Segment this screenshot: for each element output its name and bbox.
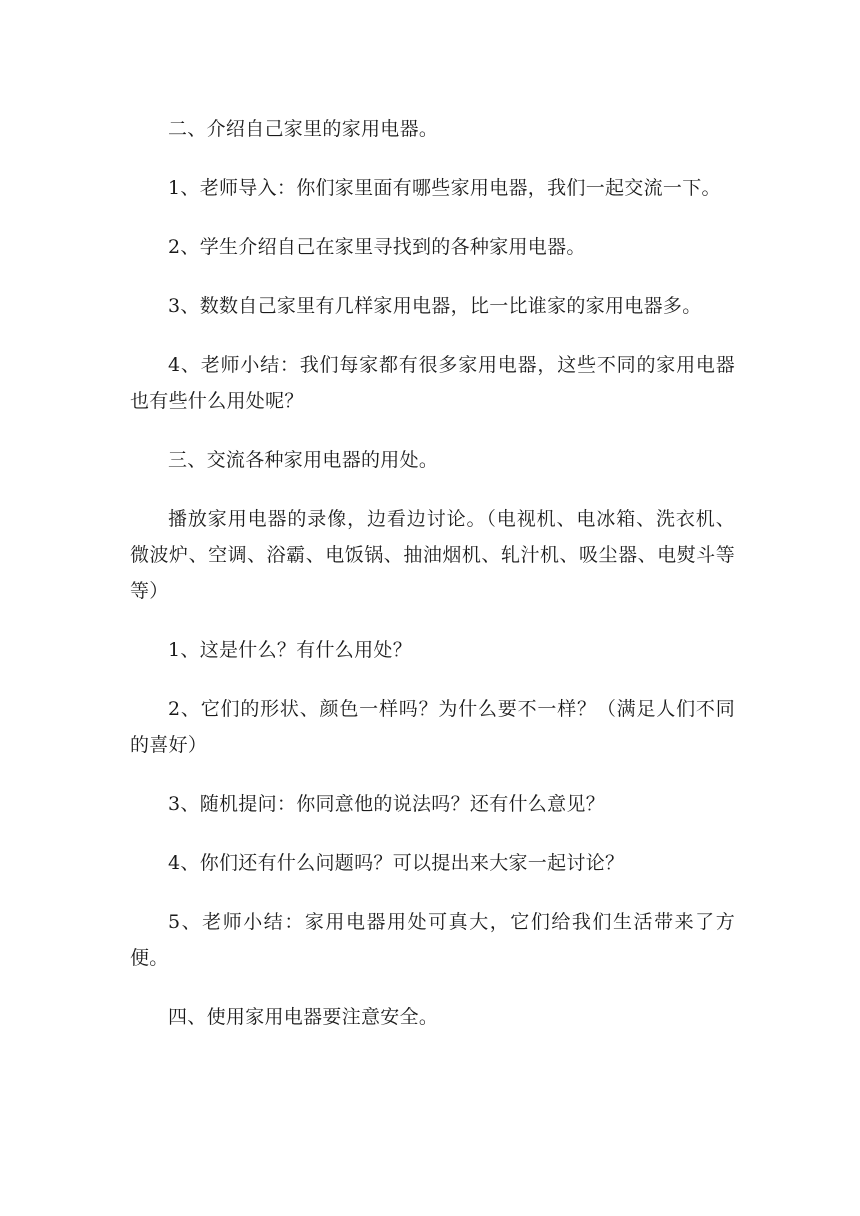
section-heading-introduce-appliances: 二、介绍自己家里的家用电器。 [168, 118, 439, 140]
paragraph-question-shape-color: 2、它们的形状、颜色一样吗？为什么要不一样？（满足人们不同的喜好） [130, 698, 735, 756]
paragraph-teacher-summary-1: 4、老师小结：我们每家都有很多家用电器，这些不同的家用电器也有些什么用处呢？ [130, 354, 735, 412]
paragraph-teacher-summary-2: 5、老师小结：家用电器用处可真大，它们给我们生活带来了方便。 [130, 911, 735, 969]
paragraph-teacher-intro: 1、老师导入：你们家里面有哪些家用电器，我们一起交流一下。 [168, 177, 721, 199]
section-heading-safety: 四、使用家用电器要注意安全。 [168, 1006, 439, 1028]
paragraph-count-appliances: 3、数数自己家里有几样家用电器，比一比谁家的家用电器多。 [168, 295, 702, 317]
paragraph-any-questions: 4、你们还有什么问题吗？可以提出来大家一起讨论？ [168, 852, 625, 874]
section-heading-exchange-uses: 三、交流各种家用电器的用处。 [168, 449, 439, 471]
paragraph-play-video: 播放家用电器的录像，边看边讨论。（电视机、电冰箱、洗衣机、微波炉、空调、浴霸、电饭锅、抽油烟机、轧汁机、吸尘器、电熨斗等等） [130, 508, 735, 602]
paragraph-question-what: 1、这是什么？有什么用处？ [168, 639, 412, 661]
document-body [130, 111, 735, 1035]
paragraph-students-introduce: 2、学生介绍自己在家里寻找到的各种家用电器。 [168, 236, 586, 258]
paragraph-random-question: 3、随机提问：你同意他的说法吗？还有什么意见？ [168, 793, 605, 815]
